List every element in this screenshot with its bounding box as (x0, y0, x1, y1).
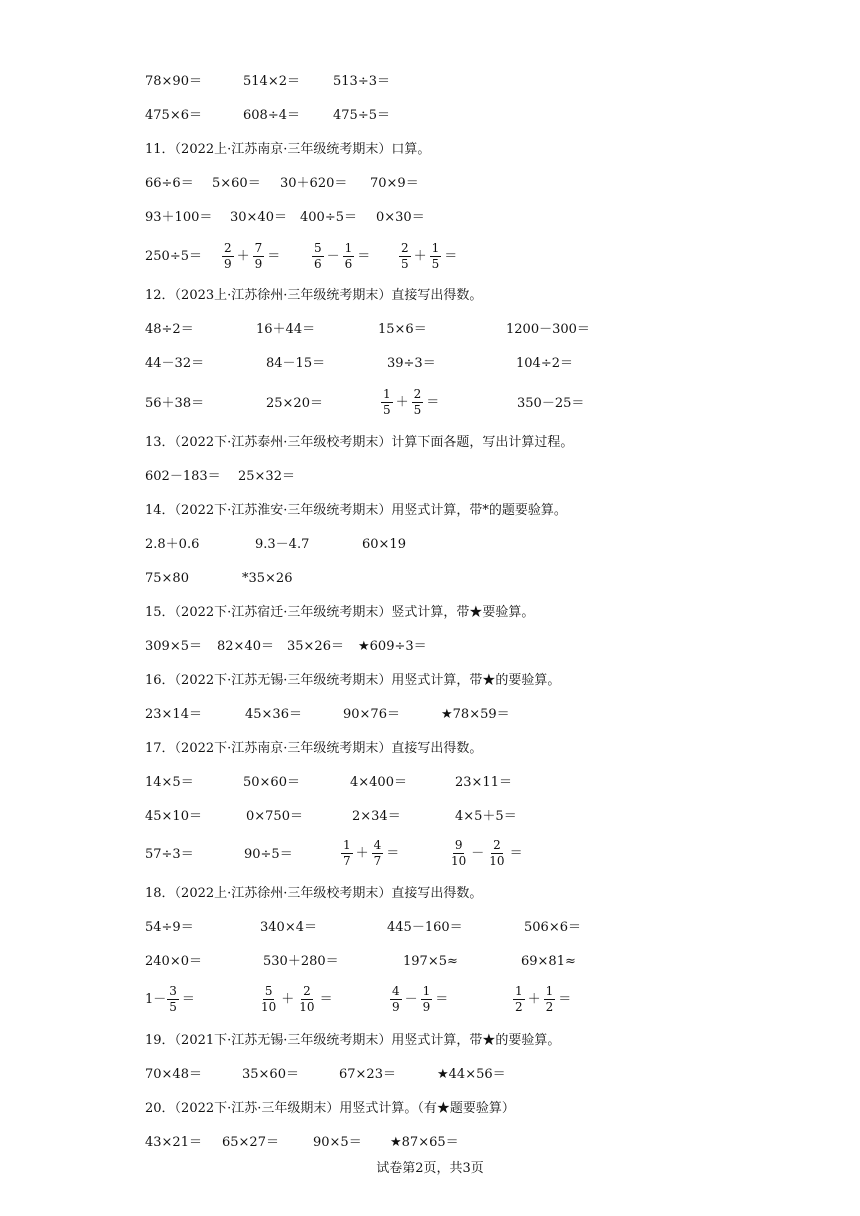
problem: 240×0＝ (145, 954, 202, 969)
problem: 513÷3＝ (333, 74, 390, 89)
fraction: $\frac{2}{10}$ (299, 984, 315, 1014)
problem: 48÷2＝ (145, 322, 194, 337)
fraction: $\frac{1}{6}$ (344, 241, 353, 271)
problem: 250÷5＝ (145, 249, 202, 264)
problem: 350－25＝ (517, 396, 585, 411)
problem: 445－160＝ (387, 920, 463, 935)
fraction: $\frac{1}{5}$ (431, 241, 440, 271)
problem: 400÷5＝ (300, 210, 357, 225)
fraction: $\frac{2}{10}$ (489, 838, 505, 868)
problem: *35×26 (242, 571, 293, 586)
problem: 340×4＝ (260, 920, 317, 935)
fraction-problem: $\frac{5}{10}$ ＋ $\frac{2}{10}$ ＝ (261, 984, 333, 1014)
problem: 1200－300＝ (506, 322, 590, 337)
problem: 30＋620＝ (280, 176, 348, 191)
problem: 84－15＝ (266, 356, 326, 371)
fraction-problem: $\frac{2}{5}$ ＋ $\frac{1}{5}$ ＝ (401, 241, 458, 271)
fraction: $\frac{4}{7}$ (373, 838, 382, 868)
problem: 93＋100＝ (145, 210, 213, 225)
fraction-problem: 1－ $\frac{3}{5}$ ＝ (145, 984, 195, 1014)
fraction: $\frac{1}{2}$ (545, 984, 554, 1014)
problem: 602－183＝ (145, 469, 221, 484)
fraction: $\frac{1}{2}$ (515, 984, 523, 1014)
question-heading-14: 14．（2022下·江苏淮安·三年级统考期末）用竖式计算，带*的题要验算。 (145, 503, 567, 518)
problem: ★87×65＝ (390, 1135, 459, 1150)
problem: 65×27＝ (222, 1135, 279, 1150)
problem: 4×400＝ (350, 775, 407, 790)
problem: 16＋44＝ (256, 322, 316, 337)
problem: 45×10＝ (145, 809, 202, 824)
fraction-problem: $\frac{1}{2}$ ＋ $\frac{1}{2}$ ＝ (515, 984, 572, 1014)
fraction: $\frac{1}{9}$ (422, 984, 431, 1014)
fraction: $\frac{5}{6}$ (314, 241, 322, 271)
fraction: $\frac{7}{9}$ (254, 241, 263, 271)
question-heading-13: 13．（2022下·江苏泰州·三年级校考期末）计算下面各题，写出计算过程。 (145, 435, 574, 450)
problem: 23×11＝ (455, 775, 512, 790)
problem: 57÷3＝ (145, 847, 194, 862)
problem: 23×14＝ (145, 707, 202, 722)
problem: 4×5＋5＝ (455, 809, 517, 824)
question-heading-12: 12．（2023上·江苏徐州·三年级统考期末）直接写出得数。 (145, 288, 483, 303)
problem: 475÷5＝ (333, 108, 390, 123)
problem: 70×48＝ (145, 1067, 202, 1082)
problem: 90×76＝ (343, 707, 400, 722)
problem: 197×5≈ (403, 954, 458, 969)
problem: 90×5＝ (313, 1135, 362, 1150)
fraction-problem: $\frac{2}{9}$ ＋ $\frac{7}{9}$ ＝ (224, 241, 281, 271)
problem: 5×60＝ (212, 176, 261, 191)
problem: 67×23＝ (339, 1067, 396, 1082)
problem: 30×40＝ (230, 210, 287, 225)
problem: 78×90＝ (145, 74, 202, 89)
problem: 15×6＝ (378, 322, 427, 337)
question-heading-17: 17．（2022下·江苏南京·三年级统考期末）直接写出得数。 (145, 741, 483, 756)
problem: 66÷6＝ (145, 176, 194, 191)
problem: 514×2＝ (243, 74, 300, 89)
problem: 25×32＝ (238, 469, 295, 484)
problem: 35×60＝ (242, 1067, 299, 1082)
problem: 530＋280＝ (263, 954, 339, 969)
fraction-problem: $\frac{4}{9}$ － $\frac{1}{9}$ ＝ (392, 984, 449, 1014)
problem: 104÷2＝ (516, 356, 573, 371)
fraction-problem: $\frac{1}{7}$ ＋ $\frac{4}{7}$ ＝ (343, 838, 400, 868)
problem: ★44×56＝ (437, 1067, 506, 1082)
fraction: $\frac{1}{7}$ (343, 838, 351, 868)
fraction: $\frac{4}{9}$ (392, 984, 400, 1014)
fraction-problem: $\frac{5}{6}$ － $\frac{1}{6}$ ＝ (314, 241, 371, 271)
problem: 2×34＝ (352, 809, 401, 824)
problem: 82×40＝ (217, 639, 274, 654)
fraction: $\frac{3}{5}$ (169, 984, 177, 1014)
problem: 90÷5＝ (244, 847, 293, 862)
problem: 44－32＝ (145, 356, 205, 371)
fraction: $\frac{5}{10}$ (261, 984, 277, 1014)
problem: 54÷9＝ (145, 920, 194, 935)
problem: 309×5＝ (145, 639, 202, 654)
problem: 50×60＝ (243, 775, 300, 790)
problem: 43×21＝ (145, 1135, 202, 1150)
problem: 475×6＝ (145, 108, 202, 123)
fraction: $\frac{1}{5}$ (383, 387, 391, 417)
question-heading-15: 15．（2022下·江苏宿迁·三年级统考期末）竖式计算，带★要验算。 (145, 605, 535, 620)
question-heading-20: 20．（2022下·江苏·三年级期末）用竖式计算。（有★题要验算） (145, 1101, 515, 1116)
fraction: $\frac{2}{5}$ (401, 241, 409, 271)
problem: 70×9＝ (370, 176, 419, 191)
problem: 2.8＋0.6 (145, 537, 200, 552)
fraction: $\frac{2}{9}$ (224, 241, 232, 271)
problem: 9.3－4.7 (255, 537, 310, 552)
problem: 506×6＝ (524, 920, 581, 935)
fraction-problem: $\frac{9}{10}$ － $\frac{2}{10}$ ＝ (451, 838, 523, 868)
question-heading-16: 16．（2022下·江苏无锡·三年级统考期末）用竖式计算，带★的要验算。 (145, 673, 561, 688)
problem: 39÷3＝ (387, 356, 436, 371)
question-heading-11: 11．（2022上·江苏南京·三年级统考期末）口算。 (145, 142, 431, 157)
problem: 14×5＝ (145, 775, 194, 790)
problem: 69×81≈ (521, 954, 576, 969)
problem: ★609÷3＝ (358, 639, 427, 654)
problem: 56＋38＝ (145, 396, 205, 411)
fraction: $\frac{9}{10}$ (451, 838, 467, 868)
problem: 0×750＝ (246, 809, 303, 824)
problem: 35×26＝ (287, 639, 344, 654)
problem: 60×19 (362, 537, 406, 552)
problem: 608÷4＝ (243, 108, 300, 123)
question-heading-19: 19．（2021下·江苏无锡·三年级统考期末）用竖式计算，带★的要验算。 (145, 1033, 561, 1048)
question-heading-18: 18．（2022上·江苏徐州·三年级校考期末）直接写出得数。 (145, 886, 483, 901)
page-footer: 试卷第2页，共3页 (376, 1161, 484, 1176)
fraction: $\frac{2}{5}$ (413, 387, 422, 417)
fraction-problem: $\frac{1}{5}$ ＋ $\frac{2}{5}$ ＝ (383, 387, 440, 417)
problem: ★78×59＝ (441, 707, 510, 722)
problem: 75×80 (145, 571, 189, 586)
problem: 45×36＝ (245, 707, 302, 722)
problem: 25×20＝ (266, 396, 323, 411)
problem: 0×30＝ (376, 210, 425, 225)
